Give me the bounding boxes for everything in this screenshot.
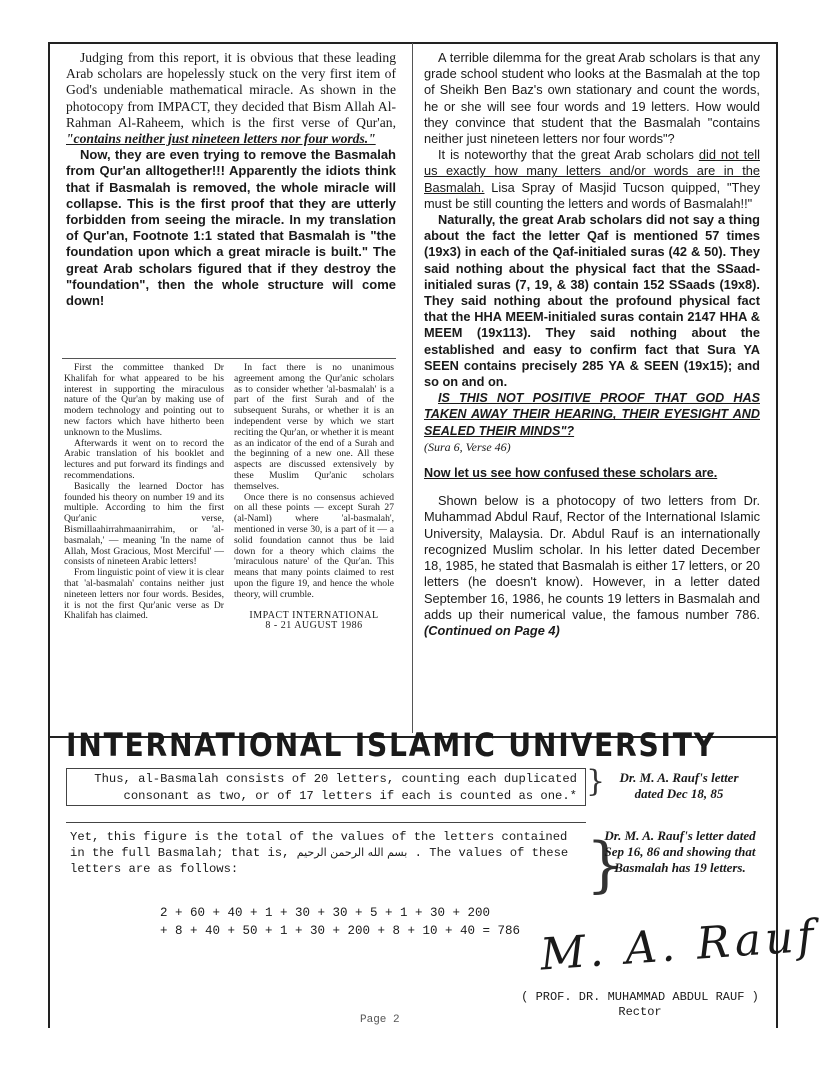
right-paragraph-4-text: Shown below is a photocopy of two letters from Dr. Muhammad Abdul Rauf, Rector of the International Islamic University, Malaysia. Dr. Abdul Rauf is an internationally recognized Muslim scholar. In his letter dated December 18, 1985, he stated that Basmalah is either 17 letters, or 20 letters (he doesn't know). However, in a letter dated September 16, 1986, he counts 19 letters in Basmalah and adds up their numerical value, the famous number 786. — [424, 493, 760, 622]
continued-note: (Continued on Page 4) — [424, 622, 560, 638]
letter-2-text: Yet, this figure is the total of the values of the letters contained in the full Basmalah; that is, — [70, 830, 568, 860]
letter-1-note: Dr. M. A. Rauf's letter dated Dec 18, 85 — [619, 770, 739, 801]
sum-line-2: + 8 + 40 + 50 + 1 + 30 + 200 + 8 + 10 + 40 = 786 — [160, 924, 521, 938]
signatory-title: Rector — [618, 1005, 662, 1019]
right-paragraph-3: Naturally, the great Arab scholars did not say a thing about the fact the letter Qaf is mentioned 57 times (19x3) in each of the Qaf-initialed suras (42 & 50). They said nothing about the physical fact that the SSaad-initialed suras (7, 19, & 38) contain 152 SSaads (19x8). They said nothing about the profound physical fact that the HHA MEEM-initialed suras contain 2147 HHA & MEEM (19x113). They said nothing about the established and easy to confirm fact that Sura YA SEEN contains precisely 285 YA & SEEN (19x15); and so on and on. — [424, 212, 760, 390]
brace-icon: } — [586, 830, 625, 900]
clipping-paragraph: Once there is no consensus achieved on all these points — except Surah 27 (al-Naml) where 'al-basmalah', mentioned in verse 30, is a part of it — a solid foundation cannot thus be laid down for a theory which claims the 'miraculous nature' of the Qur'an. This means that many points claimed to rest upon the figure 19, and hence the whole theory, will crumble. — [234, 491, 394, 600]
basmalah-arabic: بسم الله الرحمن الرحيم — [296, 846, 408, 859]
confused-heading: Now let us see how confused these scholars are. — [424, 466, 718, 481]
university-letterhead: INTERNATIONAL ISLAMIC UNIVERSITY — [66, 726, 716, 764]
proof-reference: (Sura 6, Verse 46) — [424, 439, 511, 454]
letter-2-note: Dr. M. A. Rauf's letter dated Sep 16, 86 and showing that Basmalah has 19 letters. — [604, 828, 756, 875]
left-paragraph-2: Now, they are even trying to remove the Basmalah from Qur'an alltogether!!! Apparently the idiots think that if Basmalah is removed, the whole miracle will collapse. This is the first proof that they are utterly forbidden from seeing the miracle. In my translation of Qur'an, Footnote 1:1 stated that Basmalah is "the foundation upon which a great miracle is built." The great Arab scholars figured that if they destroy the "foundation", then the whole structure will come down! — [66, 147, 396, 309]
right-paragraph-1: A terrible dilemma for the great Arab scholars is that any grade school student who looks at the Basmalah at the top of Sheikh Ben Baz's own stationary and count the words, he or she will see four words and 19 letters. How would they convince that student that the Basmalah "contains neither just nineteen letters nor four words"? — [424, 50, 760, 147]
left-paragraph-1 — [66, 50, 396, 147]
signatory-name: ( PROF. DR. MUHAMMAD ABDUL RAUF ) — [521, 990, 759, 1004]
clipping-paragraph: Basically the learned Doctor has founded his theory on number 19 and its multiple. According to him the first Qur'anic verse, Bismillaahirrahmaanirrahim, or 'al-basmalah,' — meaning 'In the name of Allah, Most Gracious, Most Merciful' — consists of nineteen Arabic letters! — [64, 480, 224, 568]
clipping-paragraph: Afterwards it went on to record the Arabic translation of his booklet and lectures and put forward its findings and recommendations. — [64, 437, 224, 481]
clipping-paragraph: In fact there is no unanimous agreement among the Qur'anic scholars as to consider whether 'al-basmalah' is a part of the first Surah and of the subsequent Surahs, or whether it is an independent verse by which we start reciting the Qur'an, or whether it is meant as an indicator of the end of a Surah and the beginning of a new one. All these aspects are discussed extensively by these Muslim Qur'anic scholars themselves. — [234, 362, 394, 492]
clipping-source-publication: IMPACT INTERNATIONAL — [249, 609, 379, 621]
impact-clipping — [62, 358, 396, 727]
brace-icon: } — [586, 764, 606, 799]
right-paragraph-4 — [424, 493, 760, 639]
right-paragraph-2 — [424, 147, 760, 212]
clipping-column-a — [64, 363, 224, 622]
right-paragraph-2-tail: Lisa Spray of Masjid Tucson quipped, "They must be still counting the letters and words of Basmalah!!" — [424, 179, 760, 211]
right-paragraph-2-underlined: did not tell us exactly how many letters and/or words are in the Basmalah. — [424, 147, 760, 195]
right-column — [424, 50, 760, 639]
signatory-block — [510, 990, 770, 1020]
clipping-paragraph: From linguistic point of view it is clear that 'al-basmalah' contains neither just nineteen letters nor four words. Besides, it is not the first Qur'anic verse as Dr Khalifah has claimed. — [64, 567, 225, 622]
clipping-paragraph: First the committee thanked Dr Khalifah for what appeared to be his interest in supporting the miraculous nature of the Qur'an by making use of modern technology and pointing out to new factors which have hitherto been unknown to the Muslims. — [64, 362, 224, 438]
page-number: Page 2 — [360, 1014, 400, 1026]
scholars-quote: "contains neither just nineteen letters nor four words." — [66, 131, 376, 147]
clipping-source-date: 8 - 21 AUGUST 1986 — [265, 620, 363, 632]
clipping-column-b — [234, 363, 394, 632]
sum-line-1: 2 + 60 + 40 + 1 + 30 + 30 + 5 + 1 + 30 + 200 — [160, 906, 491, 920]
letter-2-text-tail: . The values of these letters are as follows: — [70, 846, 569, 876]
letter-excerpt-1: Thus, al-Basmalah consists of 20 letters, counting each duplicated consonant as two, or of 17 letters if each is counted as one.* — [66, 768, 586, 806]
right-paragraph-2-lead: It is noteworthy that the great Arab scholars — [438, 147, 694, 163]
left-paragraph-1-text: Judging from this report, it is obvious that these leading Arab scholars are hopelessly stuck on the very first item of God's undeniable mathematical miracle. As shown in the photocopy from IMPACT, they decided that Bism Allah Al-Rahman Al-Raheem, which is the first verse of Qur'an, — [66, 50, 396, 130]
proof-statement: IS THIS NOT POSITIVE PROOF THAT GOD HAS TAKEN AWAY THEIR HEARING, THEIR EYESIGHT AND SEALED THEIR MINDS"? — [424, 391, 760, 438]
column-divider — [412, 43, 413, 733]
clipping-source — [234, 611, 394, 633]
left-column — [66, 50, 396, 309]
signature: M. A. Rauf — [538, 910, 820, 981]
